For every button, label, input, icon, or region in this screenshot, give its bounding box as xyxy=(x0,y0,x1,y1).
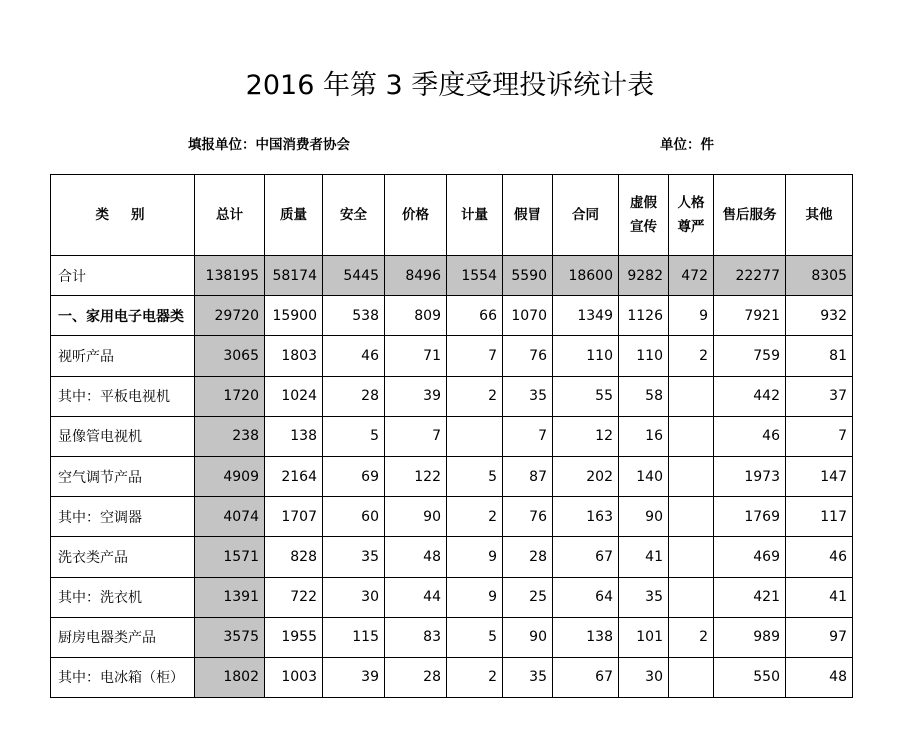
cell-metering: 2 xyxy=(447,497,503,537)
cell-counterfeit: 76 xyxy=(503,336,553,376)
table-row xyxy=(51,537,853,577)
cell-other: 41 xyxy=(786,577,853,617)
cell-contract: 110 xyxy=(553,336,619,376)
cell-safety: 35 xyxy=(323,537,385,577)
cell-metering: 9 xyxy=(447,577,503,617)
cell-false-ad: 140 xyxy=(619,456,669,496)
table-row xyxy=(51,657,853,697)
cell-false-ad: 16 xyxy=(619,416,669,456)
cell-category: 其中：空调器 xyxy=(51,497,195,537)
table-row-total xyxy=(51,256,853,296)
cell-total: 29720 xyxy=(195,296,265,336)
cell-safety: 538 xyxy=(323,296,385,336)
table-row xyxy=(51,497,853,537)
cell-category: 空气调节产品 xyxy=(51,456,195,496)
column-header-safety: 安全 xyxy=(323,175,385,256)
cell-after-sales: 759 xyxy=(714,336,786,376)
cell-dignity xyxy=(669,537,714,577)
cell-contract: 55 xyxy=(553,376,619,416)
cell-false-ad: 90 xyxy=(619,497,669,537)
cell-contract: 67 xyxy=(553,537,619,577)
cell-price: 71 xyxy=(385,336,447,376)
cell-other: 48 xyxy=(786,657,853,697)
cell-counterfeit: 76 xyxy=(503,497,553,537)
cell-false-ad: 35 xyxy=(619,577,669,617)
column-header-after-sales: 售后服务 xyxy=(714,175,786,256)
cell-safety: 28 xyxy=(323,376,385,416)
column-header-line-2: 宣传 xyxy=(630,219,657,235)
cell-false-ad: 30 xyxy=(619,657,669,697)
cell-dignity: 9 xyxy=(669,296,714,336)
cell-dignity: 2 xyxy=(669,617,714,657)
column-header-total: 总计 xyxy=(195,175,265,256)
cell-after-sales: 442 xyxy=(714,376,786,416)
cell-other: 37 xyxy=(786,376,853,416)
cell-total: 3575 xyxy=(195,617,265,657)
cell-category: 一、家用电子电器类 xyxy=(51,296,195,336)
cell-total: 1802 xyxy=(195,657,265,697)
cell-after-sales: 1973 xyxy=(714,456,786,496)
cell-quality: 1003 xyxy=(265,657,323,697)
cell-false-ad: 1126 xyxy=(619,296,669,336)
cell-other: 117 xyxy=(786,497,853,537)
cell-other: 97 xyxy=(786,617,853,657)
cell-counterfeit: 1070 xyxy=(503,296,553,336)
column-header-line-1: 人格 xyxy=(677,195,705,211)
cell-category: 其中：平板电视机 xyxy=(51,376,195,416)
cell-metering: 2 xyxy=(447,657,503,697)
table-row xyxy=(51,577,853,617)
cell-contract: 1349 xyxy=(553,296,619,336)
table-row xyxy=(51,296,853,336)
cell-safety: 5445 xyxy=(323,256,385,296)
cell-contract: 67 xyxy=(553,657,619,697)
cell-quality: 15900 xyxy=(265,296,323,336)
cell-quality: 2164 xyxy=(265,456,323,496)
cell-contract: 138 xyxy=(553,617,619,657)
cell-safety: 39 xyxy=(323,657,385,697)
cell-dignity: 2 xyxy=(669,336,714,376)
cell-total: 238 xyxy=(195,416,265,456)
cell-counterfeit: 28 xyxy=(503,537,553,577)
measure-unit-label: 单位：件 xyxy=(660,137,714,153)
cell-price: 7 xyxy=(385,416,447,456)
cell-metering: 9 xyxy=(447,537,503,577)
cell-dignity xyxy=(669,456,714,496)
cell-total: 3065 xyxy=(195,336,265,376)
cell-dignity xyxy=(669,657,714,697)
cell-total: 1391 xyxy=(195,577,265,617)
cell-safety: 69 xyxy=(323,456,385,496)
cell-metering xyxy=(447,416,503,456)
cell-total: 1720 xyxy=(195,376,265,416)
cell-counterfeit: 87 xyxy=(503,456,553,496)
column-header-metering: 计量 xyxy=(447,175,503,256)
cell-counterfeit: 90 xyxy=(503,617,553,657)
cell-price: 28 xyxy=(385,657,447,697)
cell-category: 厨房电器类产品 xyxy=(51,617,195,657)
cell-total: 138195 xyxy=(195,256,265,296)
cell-total: 1571 xyxy=(195,537,265,577)
cell-false-ad: 110 xyxy=(619,336,669,376)
column-header-counterfeit: 假冒 xyxy=(503,175,553,256)
cell-contract: 163 xyxy=(553,497,619,537)
cell-counterfeit: 35 xyxy=(503,657,553,697)
cell-dignity xyxy=(669,416,714,456)
cell-dignity xyxy=(669,497,714,537)
cell-after-sales: 469 xyxy=(714,537,786,577)
cell-metering: 5 xyxy=(447,617,503,657)
cell-price: 39 xyxy=(385,376,447,416)
column-header-price: 价格 xyxy=(385,175,447,256)
cell-metering: 5 xyxy=(447,456,503,496)
cell-category: 其中：电冰箱（柜） xyxy=(51,657,195,697)
table-row xyxy=(51,416,853,456)
cell-other: 147 xyxy=(786,456,853,496)
cell-category: 视听产品 xyxy=(51,336,195,376)
column-header-false-ad xyxy=(619,175,669,256)
column-header-dignity xyxy=(669,175,714,256)
cell-quality: 722 xyxy=(265,577,323,617)
cell-counterfeit: 25 xyxy=(503,577,553,617)
cell-after-sales: 1769 xyxy=(714,497,786,537)
reporting-unit-label: 填报单位：中国消费者协会 xyxy=(188,137,350,153)
cell-quality: 1955 xyxy=(265,617,323,657)
cell-safety: 60 xyxy=(323,497,385,537)
column-header-contract: 合同 xyxy=(553,175,619,256)
cell-false-ad: 9282 xyxy=(619,256,669,296)
cell-after-sales: 7921 xyxy=(714,296,786,336)
cell-price: 48 xyxy=(385,537,447,577)
table-row xyxy=(51,456,853,496)
cell-false-ad: 101 xyxy=(619,617,669,657)
cell-category: 显像管电视机 xyxy=(51,416,195,456)
cell-price: 83 xyxy=(385,617,447,657)
cell-after-sales: 421 xyxy=(714,577,786,617)
cell-contract: 18600 xyxy=(553,256,619,296)
column-header-category: 类别 xyxy=(51,175,195,256)
column-header-line-1: 虚假 xyxy=(630,195,657,211)
cell-category: 洗衣类产品 xyxy=(51,537,195,577)
cell-price: 809 xyxy=(385,296,447,336)
table-body xyxy=(51,256,853,698)
table-row xyxy=(51,336,853,376)
column-header-quality: 质量 xyxy=(265,175,323,256)
cell-total: 4909 xyxy=(195,456,265,496)
cell-dignity: 472 xyxy=(669,256,714,296)
cell-false-ad: 41 xyxy=(619,537,669,577)
cell-after-sales: 550 xyxy=(714,657,786,697)
complaint-statistics-table xyxy=(50,174,853,698)
cell-quality: 138 xyxy=(265,416,323,456)
cell-safety: 115 xyxy=(323,617,385,657)
cell-dignity xyxy=(669,376,714,416)
document-title: 2016 年第 3 季度受理投诉统计表 xyxy=(245,70,655,101)
column-header-other: 其他 xyxy=(786,175,853,256)
cell-after-sales: 22277 xyxy=(714,256,786,296)
cell-metering: 2 xyxy=(447,376,503,416)
cell-metering: 66 xyxy=(447,296,503,336)
cell-dignity xyxy=(669,577,714,617)
cell-price: 90 xyxy=(385,497,447,537)
cell-metering: 1554 xyxy=(447,256,503,296)
cell-category: 合计 xyxy=(51,256,195,296)
cell-quality: 1024 xyxy=(265,376,323,416)
cell-other: 932 xyxy=(786,296,853,336)
cell-after-sales: 989 xyxy=(714,617,786,657)
cell-counterfeit: 35 xyxy=(503,376,553,416)
cell-quality: 1707 xyxy=(265,497,323,537)
cell-contract: 64 xyxy=(553,577,619,617)
table-header-row xyxy=(51,175,853,256)
cell-total: 4074 xyxy=(195,497,265,537)
column-header-line-2: 尊严 xyxy=(677,219,705,235)
cell-other: 8305 xyxy=(786,256,853,296)
cell-safety: 5 xyxy=(323,416,385,456)
cell-safety: 30 xyxy=(323,577,385,617)
cell-metering: 7 xyxy=(447,336,503,376)
cell-price: 8496 xyxy=(385,256,447,296)
cell-contract: 202 xyxy=(553,456,619,496)
cell-other: 7 xyxy=(786,416,853,456)
cell-counterfeit: 5590 xyxy=(503,256,553,296)
cell-counterfeit: 7 xyxy=(503,416,553,456)
cell-quality: 58174 xyxy=(265,256,323,296)
cell-price: 44 xyxy=(385,577,447,617)
cell-false-ad: 58 xyxy=(619,376,669,416)
cell-quality: 828 xyxy=(265,537,323,577)
cell-price: 122 xyxy=(385,456,447,496)
cell-after-sales: 46 xyxy=(714,416,786,456)
cell-quality: 1803 xyxy=(265,336,323,376)
table-row xyxy=(51,376,853,416)
cell-contract: 12 xyxy=(553,416,619,456)
cell-other: 81 xyxy=(786,336,853,376)
cell-safety: 46 xyxy=(323,336,385,376)
cell-other: 46 xyxy=(786,537,853,577)
cell-category: 其中：洗衣机 xyxy=(51,577,195,617)
table-row xyxy=(51,617,853,657)
